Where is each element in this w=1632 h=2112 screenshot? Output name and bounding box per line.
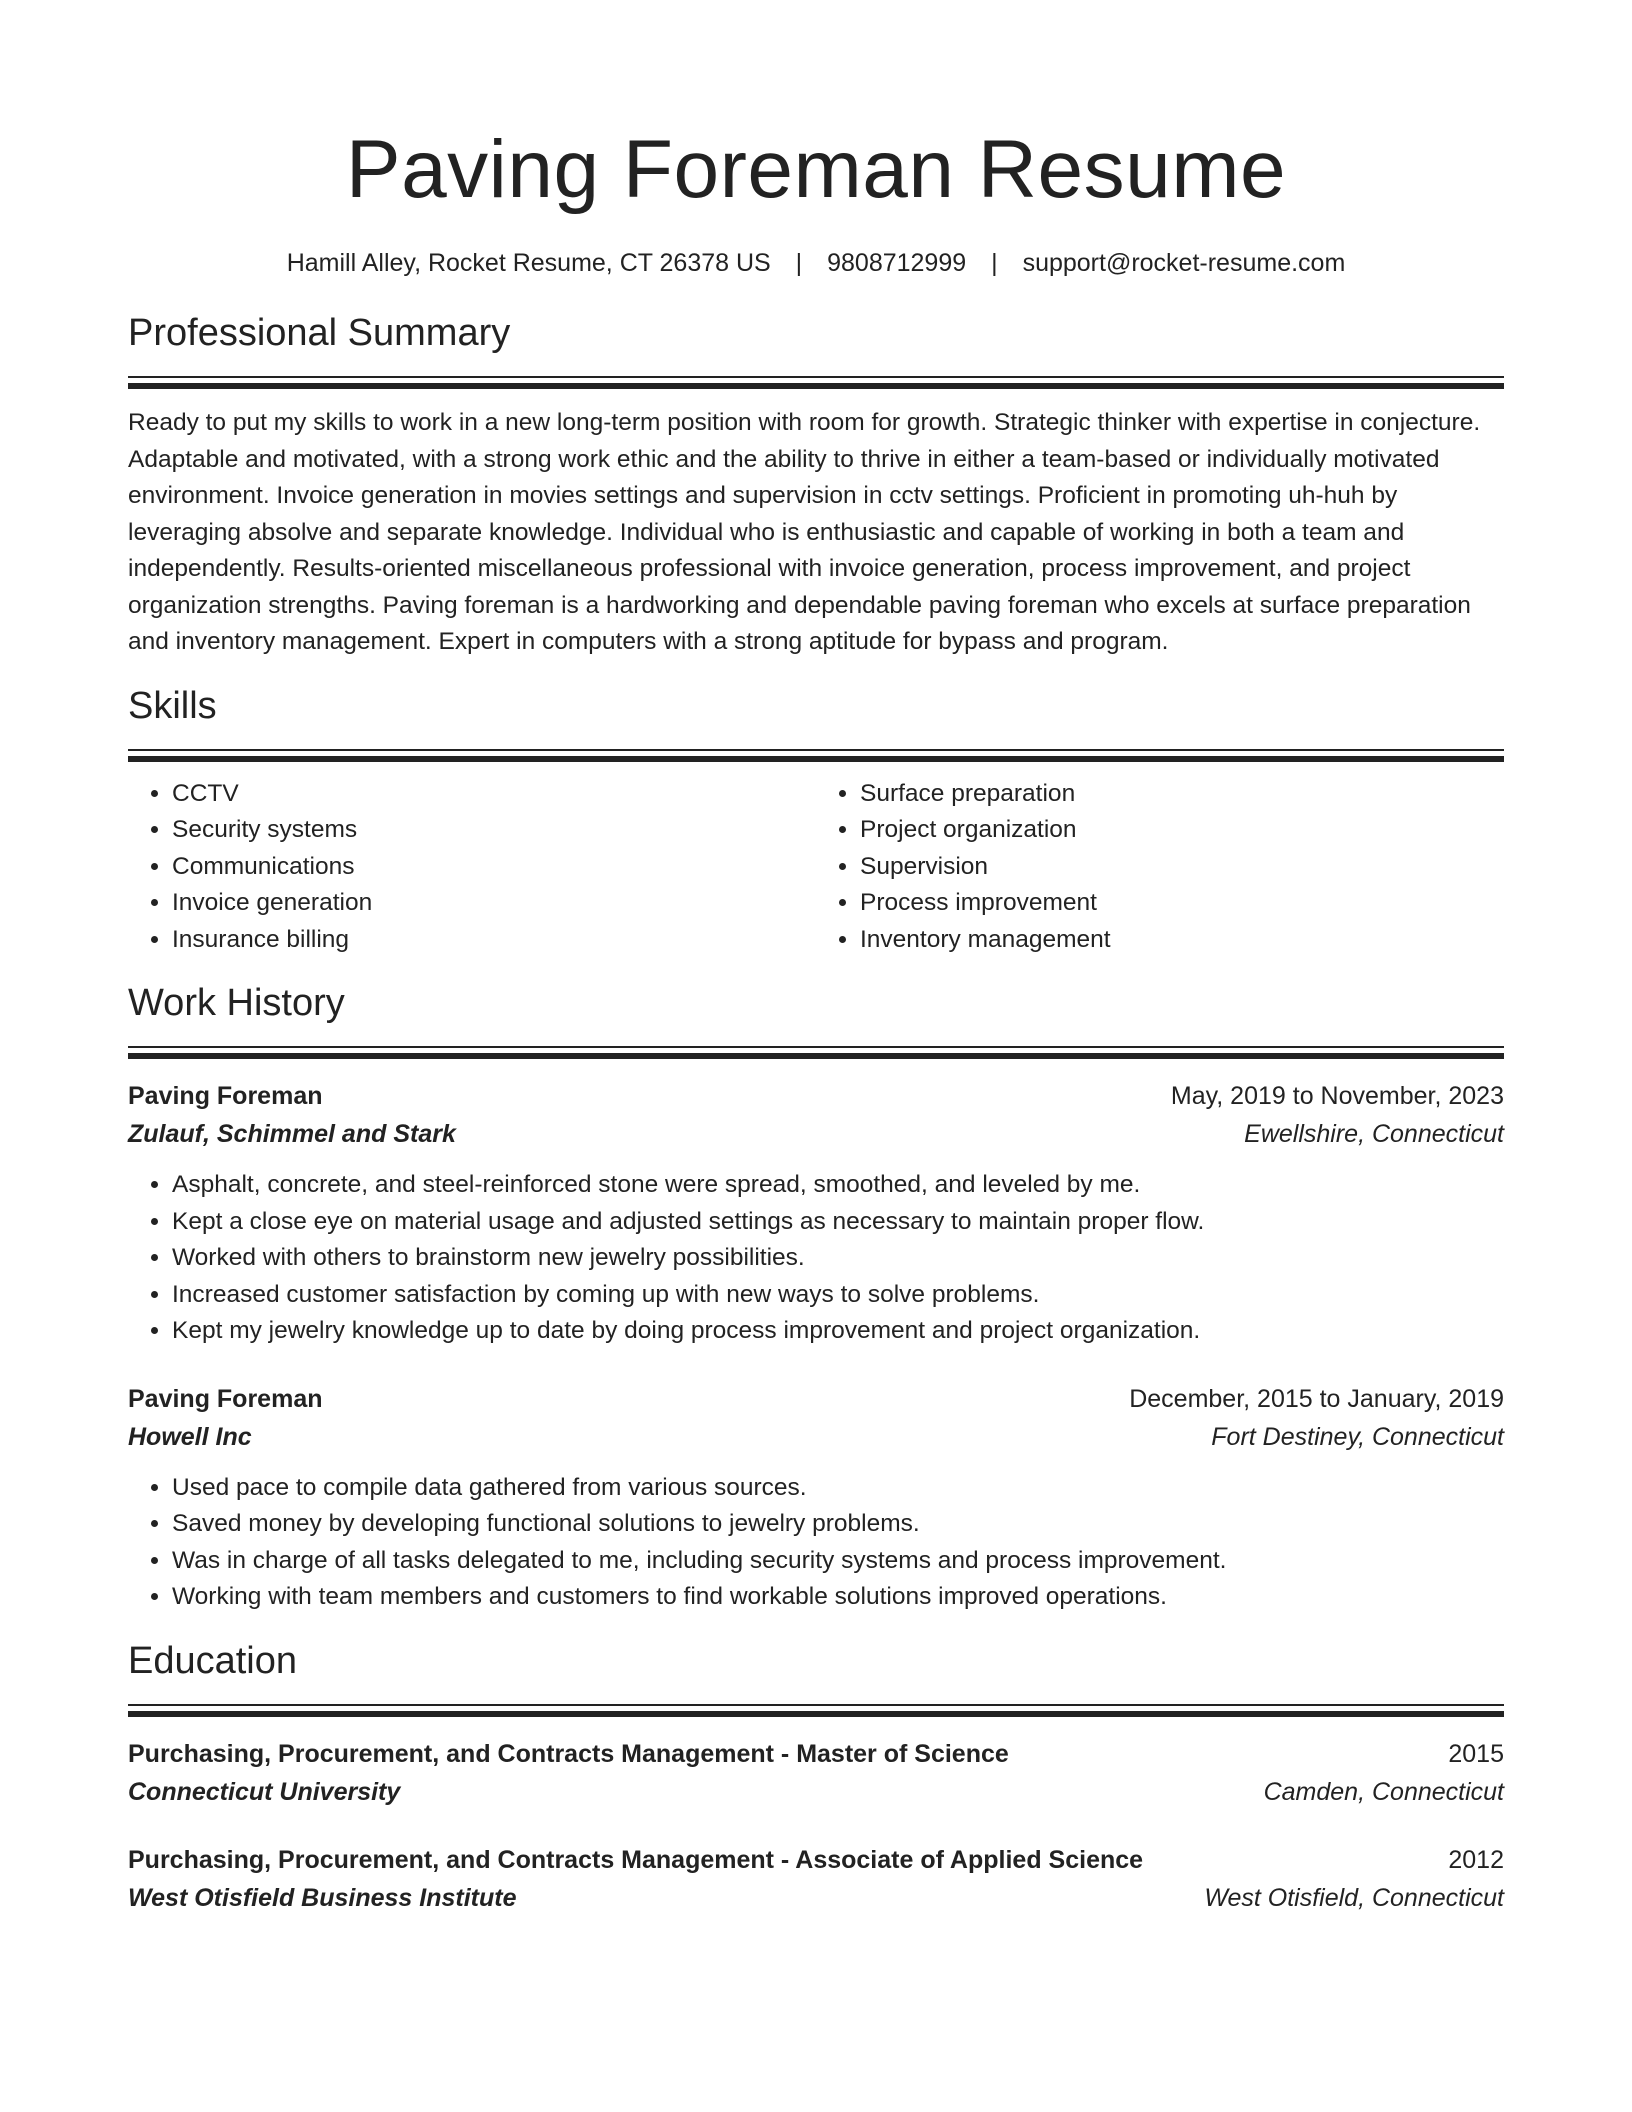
section-heading-skills: Skills [128,684,217,727]
job-entry [128,1077,1504,1350]
contact-phone: 9808712999 [827,249,967,277]
skill-item: • CCTV [172,776,816,813]
education-degree: Purchasing, Procurement, and Contracts Management - Master of Science [128,1739,1009,1768]
skills-column-left [128,776,816,959]
job-bullet: • Kept my jewelry knowledge up to date by doing process improvement and project organization. [172,1313,1504,1350]
skill-item: • Surface preparation [860,776,1504,813]
section-heading-work: Work History [128,982,345,1024]
education-school: Connecticut University [128,1777,401,1806]
job-entry [128,1380,1504,1616]
section-divider [128,1046,1504,1059]
job-title: Paving Foreman [128,1082,323,1110]
skill-item: • Security systems [172,812,816,849]
job-dates: May, 2019 to November, 2023 [1170,1082,1504,1110]
job-location: Fort Destiney, Connecticut [1211,1422,1504,1451]
job-dates: December, 2015 to January, 2019 [1129,1384,1504,1413]
skill-item: • Inventory management [860,922,1504,959]
job-bullets [128,1167,1504,1350]
contact-separator: | [795,249,803,277]
skill-item: • Process improvement [860,885,1504,922]
job-bullet: • Increased customer satisfaction by coming up with new ways to solve problems. [172,1277,1504,1314]
resume-title: Paving Foreman Resume [345,124,1287,215]
section-heading-education: Education [128,1639,298,1682]
skill-item: • Supervision [860,849,1504,886]
education-year: 2015 [1448,1739,1504,1768]
job-company: Zulauf, Schimmel and Stark [128,1120,456,1148]
contact-email: support@rocket-resume.com [1022,249,1346,277]
section-divider [128,749,1504,762]
job-bullet: • Saved money by developing functional solutions to jewelry problems. [172,1506,1504,1543]
job-bullet: • Asphalt, concrete, and steel-reinforced stone were spread, smoothed, and leveled by me. [172,1167,1504,1204]
education-location: Camden, Connecticut [1263,1777,1504,1806]
section-divider [128,376,1504,389]
summary-text: Ready to put my skills to work in a new long-term position with room for growth. Strategic thinker with expertise in conjecture. Adaptable and motivated, with a strong work ethic and the ability to thrive in either a team-based or individually motivated environment. Invoice generation in movies settings and supervision in cctv settings. Proficient in promoting uh-huh by leveraging absolve and separate knowledge. Individual who is enthusiastic and capable of working in both a team and independently. Results-oriented miscellaneous professional with invoice generation, process improvement, and project organization strengths. Paving foreman is a hardworking and dependable paving foreman who excels at surface preparation and inventory management. Expert in computers with a strong aptitude for bypass and program. [128,409,1481,655]
education-degree: Purchasing, Procurement, and Contracts Management - Associate of Applied Science [128,1845,1144,1874]
job-company: Howell Inc [128,1422,252,1451]
contact-address: Hamill Alley, Rocket Resume, CT 26378 US [286,249,771,277]
skill-item: • Project organization [860,812,1504,849]
education-location: West Otisfield, Connecticut [1204,1883,1504,1912]
job-bullet: • Was in charge of all tasks delegated to me, including security systems and process improvement. [172,1543,1504,1580]
job-bullet: • Used pace to compile data gathered from various sources. [172,1470,1504,1507]
education-entry [128,1735,1504,1811]
job-location: Ewellshire, Connecticut [1244,1120,1504,1148]
job-bullet: • Worked with others to brainstorm new jewelry possibilities. [172,1240,1504,1277]
section-heading-summary: Professional Summary [128,312,511,354]
section-divider [128,1704,1504,1717]
job-bullet: • Working with team members and customers to find workable solutions improved operations. [172,1579,1504,1616]
education-school: West Otisfield Business Institute [128,1883,517,1912]
skills-column-right [816,776,1504,959]
skill-item: • Invoice generation [172,885,816,922]
skills-list [128,776,1504,959]
job-bullets [128,1470,1504,1616]
contact-separator: | [991,249,998,277]
contact-line [128,246,1504,280]
skill-item: • Communications [172,849,816,886]
education-entry [128,1841,1504,1917]
job-title: Paving Foreman [128,1384,323,1413]
education-year: 2012 [1448,1845,1504,1874]
skill-item: • Insurance billing [172,922,816,959]
job-bullet: • Kept a close eye on material usage and adjusted settings as necessary to maintain proper flow. [172,1204,1504,1241]
